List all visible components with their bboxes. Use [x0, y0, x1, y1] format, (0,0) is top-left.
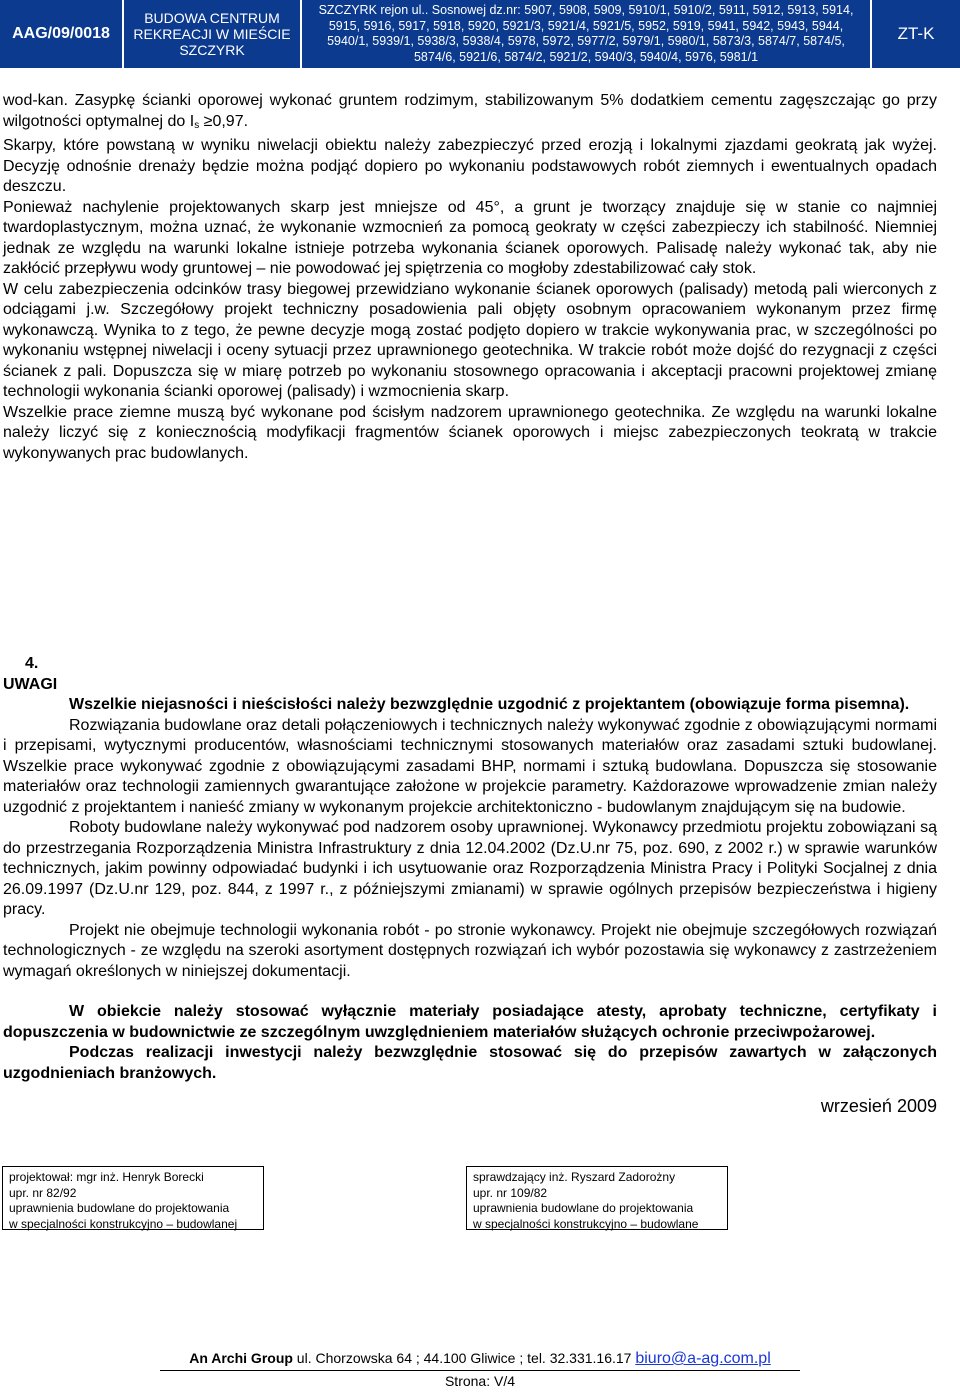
- bold-notice: Podczas realizacji inwestycji należy bezwzględnie stosować się do przepisów zawartych w załączonych uzgodnieniach branżowych.: [3, 1044, 937, 1082]
- signature-designer: [2, 1166, 264, 1230]
- bold-notice: W obiekcie należy stosować wyłącznie materiały posiadające atesty, aprobaty techniczne, certyfikaty i dopuszczenia w budownictwie ze szczególnym uwzględnieniem materiałów służących ochronie przeciwpożarowej.: [3, 1003, 937, 1041]
- paragraph: Ponieważ nachylenie projektowanych skarp jest mniejsze od 45°, a grunt je tworzący znajduje się w stanie co najmniej twardoplastycznym, można uznać, że wykonanie wzmocnień za pomocą geokraty w części zabezpieczy ich stabilność. Niemniej jednak ze względu na warunki lokalne istnieje potrzeba wykonania ścianek oporowych. Palisadę należy wykonać tak, aby nie zakłócić przepływu wody gruntowej – nie powodować jej spiętrzenia co mogłoby zdestabilizować cały stok.: [3, 198, 937, 277]
- spacer: [3, 982, 937, 1002]
- email-link[interactable]: biuro@a-ag.com.pl: [635, 1350, 771, 1367]
- object-line: REKREACJI W MIEŚCIE: [133, 26, 291, 42]
- document-header: [0, 0, 960, 68]
- section-number: [3, 654, 69, 695]
- page-number: Strona: V/4: [160, 1370, 800, 1389]
- paragraph: Skarpy, które powstaną w wyniku niwelacji obiektu należy zabezpieczyć przed erozją i lokalnymi zjazdami geokratą jak wyżej. Decyzję odnośnie drenaży będzie można podjąć dopiero po wykonaniu podstawowych robót ziemnych i ewentualnych opadach deszczu.: [3, 137, 937, 195]
- signature-checker: [466, 1166, 728, 1230]
- section-title: UWAGI: [3, 675, 58, 693]
- subscript: s: [194, 119, 200, 131]
- bold-notice: Wszelkie niejasności i nieścisłości należy bezwzględnie uzgodnić z projektantem (obowiązuje forma pisemna).: [69, 696, 910, 713]
- signature-line: upr. nr 109/82: [473, 1185, 548, 1200]
- signature-line: w specjalności konstrukcyjno – budowlanej: [9, 1216, 238, 1231]
- signature-line: upr. nr 82/92: [9, 1185, 77, 1200]
- paragraph: Rozwiązania budowlane oraz detali połączeniowych i technicznych należy wykonywać zgodnie z obowiązującymi normami i przepisami, wytycznymi producentów, własnościami technicznymi stosowanych materiałów oraz zasadami sztuki budowlanej. Wszelkie prace wykonywać zgodnie z obowiązującymi zasadami BHP, normami i sztuką budowlana. Dopuszcza się stosowanie materiałów oraz technologii zamiennych gwarantujące założone w projekcie parametry. Każdorazowe wprowadzenie zmian należy uzgodnić z projektantem i nanieść zmiany w wykonanym projekcie architektoniczno - budowlanym znajdującym się na budowie.: [3, 716, 937, 816]
- object-line: SZCZYRK: [179, 42, 245, 58]
- project-location: [302, 0, 872, 68]
- paragraph: [3, 91, 937, 136]
- paragraph: Wszelkie prace ziemne muszą być wykonane pod ścisłym nadzorem uprawnionego geotechnika. Ze względu na warunki lokalne należy liczyć się z koniecznością modyfikacji fragmentów ścianek oporowych i miejsc zabezpieczonych teokratą w trakcie wykonywanych prac budowlanych.: [3, 403, 937, 462]
- location-line: SZCZYRK rejon ul.. Sosnowej dz.nr: 5907, 5908, 5909, 5910/1, 5910/2, 5911, 5912, 5913, 5914,: [318, 3, 854, 17]
- signature-line: uprawnienia budowlane do projektowania: [473, 1201, 694, 1215]
- section-heading: [3, 654, 937, 695]
- project-object: [124, 0, 302, 68]
- paragraph: W celu zabezpieczenia odcinków trasy biegowej przewidziano wykonanie ścianek oporowych (palisady) metodą pali wierconych z odciągami j.w. Szczegółowy projekt techniczny posadowienia pali objęty osobnym opracowaniem wykonanym przez firmę wykonawczą. Wynika to z tego, że pewne decyzje mogą zostać podjęto dopiero w trakcie wykonywania prac, w szczególności po wykonaniu wstępnej niwelacji i oceny sytuacji przez uprawnionego geotechnika. W trakcie robót może dojść do rezygnacji z części ścianek z pali. Dopuszcza się w miarę potrzeb po wykonaniu stosownego opracowania i akceptacji pracowni projektowej zmianę technologii wykonania ścianki oporowej (palisady) i wzmocnienia skarp.: [3, 280, 937, 400]
- page-footer: [160, 1348, 800, 1369]
- section-code: ZT-K: [897, 24, 935, 43]
- paragraph-text: wod-kan. Zasypkę ścianki oporowej wykonać gruntem rodzimym, stabilizowanym 5% dodatkiem cementu zagęszczając go przy wilgotności optymalnej do I: [3, 92, 937, 130]
- object-line: BUDOWA CENTRUM: [144, 10, 280, 26]
- paragraph-text: ≥0,97.: [199, 112, 249, 130]
- paragraph: Roboty budowlane należy wykonywać pod nadzorem osoby uprawnionej. Wykonawcy przedmiotu projektu zobowiązani są do przestrzegania Rozporządzenia Ministra Infrastruktury z dnia 12.04.2002 (Dz.U.nr 75, poz. 690, z 2002 r.) w sprawie warunków technicznych, jakim powinny odpowiadać budynki i ich usytuowanie oraz Rozporządzenia Ministra Pracy i Polityki Socjalnej z dnia 26.09.1997 (Dz.U.nr 129, poz. 844, z 1997 r., z późniejszymi zmianami) w sprawie ogólnych przepisów bezpieczeństwa i higieny pracy.: [3, 819, 937, 918]
- location-line: 5915, 5916, 5917, 5918, 5920, 5921/3, 5921/4, 5921/5, 5952, 5919, 5941, 5942, 5943, 5944,: [328, 18, 844, 33]
- company-address: ul. Chorzowska 64 ; 44.100 Gliwice ; tel. 32.331.16.17: [292, 1350, 636, 1366]
- section-uwagi: [3, 654, 937, 1084]
- section-number-text: 4.: [25, 655, 39, 672]
- signature-line: sprawdzający inż. Ryszard Zadorożny: [473, 1170, 676, 1184]
- signature-line: w specjalności konstrukcyjno – budowlane: [473, 1216, 699, 1231]
- document-body: [3, 91, 937, 1082]
- location-line: 5874/6, 5921/6, 5874/2, 5921/2, 5940/3, 5940/4, 5976, 5981/1: [413, 49, 759, 64]
- project-code: AAG/09/0018: [0, 0, 124, 68]
- paragraph: Projekt nie obejmuje technologii wykonania robót - po stronie wykonawcy. Projekt nie obejmuje szczegółowych rozwiązań technologicznych - ze względu na szeroki asortyment dostępnych rozwiązań ich wybór pozostawia się wykonawcy z zastrzeżeniem wymagań określonych w niniejszej dokumentacji.: [3, 921, 937, 980]
- signature-line: projektował: mgr inż. Henryk Borecki: [9, 1170, 204, 1184]
- document-date: wrzesień 2009: [820, 1096, 937, 1116]
- location-line: 5940/1, 5939/1, 5938/3, 5938/4, 5978, 5972, 5977/2, 5979/1, 5980/1, 5873/3, 5874/7, 5874/5,: [327, 34, 845, 48]
- company-name: An Archi Group: [189, 1350, 293, 1366]
- signature-line: uprawnienia budowlane do projektowania: [9, 1201, 230, 1215]
